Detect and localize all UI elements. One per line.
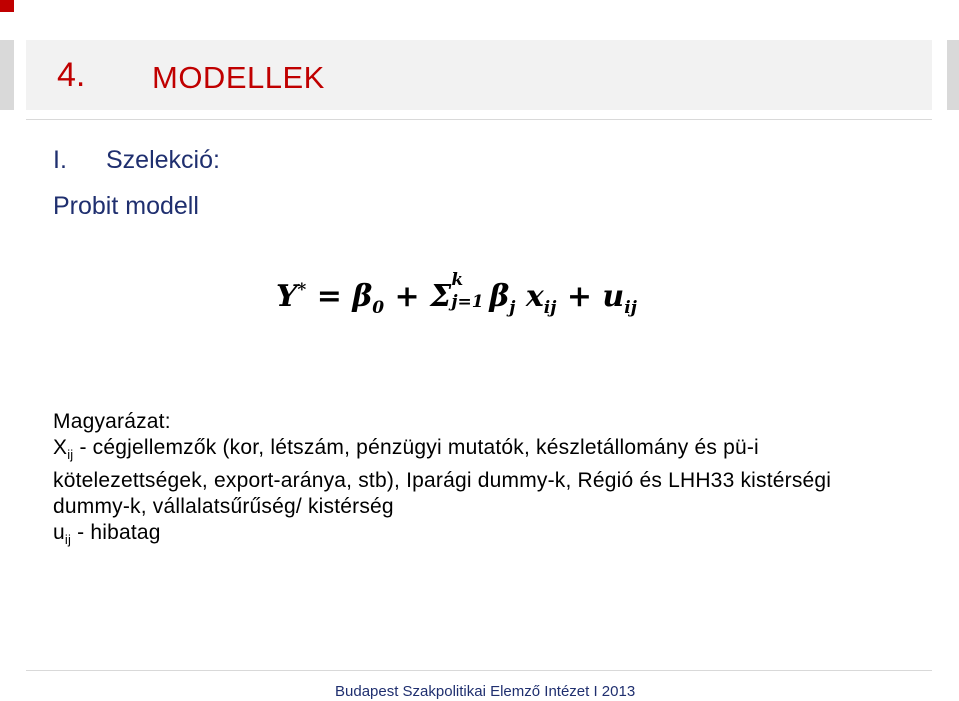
u-variable-sub: ij xyxy=(64,532,72,548)
explanation-block xyxy=(53,409,933,553)
right-decor-bar xyxy=(947,40,959,110)
section-roman: I. xyxy=(53,146,67,174)
page-title: MODELLEK xyxy=(152,60,325,95)
x-variable-sub: ij xyxy=(67,447,74,463)
left-decor-bar xyxy=(0,40,14,110)
formula-lhs-star: * xyxy=(297,280,307,300)
section-heading: Szelekció: xyxy=(106,146,220,174)
x-desc-line2: kötelezettségek, export-aránya, stb), Iparági dummy-k, Régió és LHH33 kistérségi xyxy=(53,469,832,493)
formula-sum-upper: k xyxy=(451,270,464,290)
title-number: 4. xyxy=(57,56,86,94)
explanation-u-line xyxy=(53,520,933,553)
formula-plus: + xyxy=(384,279,431,314)
subheading: Probit modell xyxy=(53,192,199,220)
formula-u: u xyxy=(602,279,625,314)
formula-beta0: β xyxy=(352,279,373,314)
formula-lhs: Y xyxy=(276,279,298,314)
formula-sigma: Σ xyxy=(430,279,452,314)
probit-formula xyxy=(276,270,637,318)
formula-plus2: + xyxy=(556,279,603,314)
x-desc-line3: dummy-k, vállalatsűrűség/ kistérség xyxy=(53,495,394,519)
u-variable: u xyxy=(53,521,65,545)
formula-beta0-sub: 0 xyxy=(372,298,385,318)
footer-divider xyxy=(26,670,932,671)
footer-text: Budapest Szakpolitikai Elemző Intézet I 2013 xyxy=(335,683,636,700)
explanation-x-line xyxy=(53,435,933,468)
formula-sum-lower: j=1 xyxy=(451,292,484,312)
formula-equals: = xyxy=(306,279,353,314)
formula-betaj: β xyxy=(489,279,510,314)
u-desc: - hibatag xyxy=(71,521,161,545)
formula-betaj-sub: j xyxy=(509,298,516,318)
explanation-heading: Magyarázat: xyxy=(53,410,171,433)
x-variable: X xyxy=(53,436,68,459)
formula-u-sub: ij xyxy=(624,298,637,318)
formula-x-sub: ij xyxy=(543,298,557,318)
x-desc-line1: - cégjellemzők (kor, létszám, pénzügyi mutatók, készletállomány és pü-i xyxy=(73,436,759,459)
formula-x: x xyxy=(515,279,544,314)
accent-tab xyxy=(0,0,14,12)
title-divider xyxy=(26,119,932,120)
formula-sum-limits xyxy=(451,270,489,312)
